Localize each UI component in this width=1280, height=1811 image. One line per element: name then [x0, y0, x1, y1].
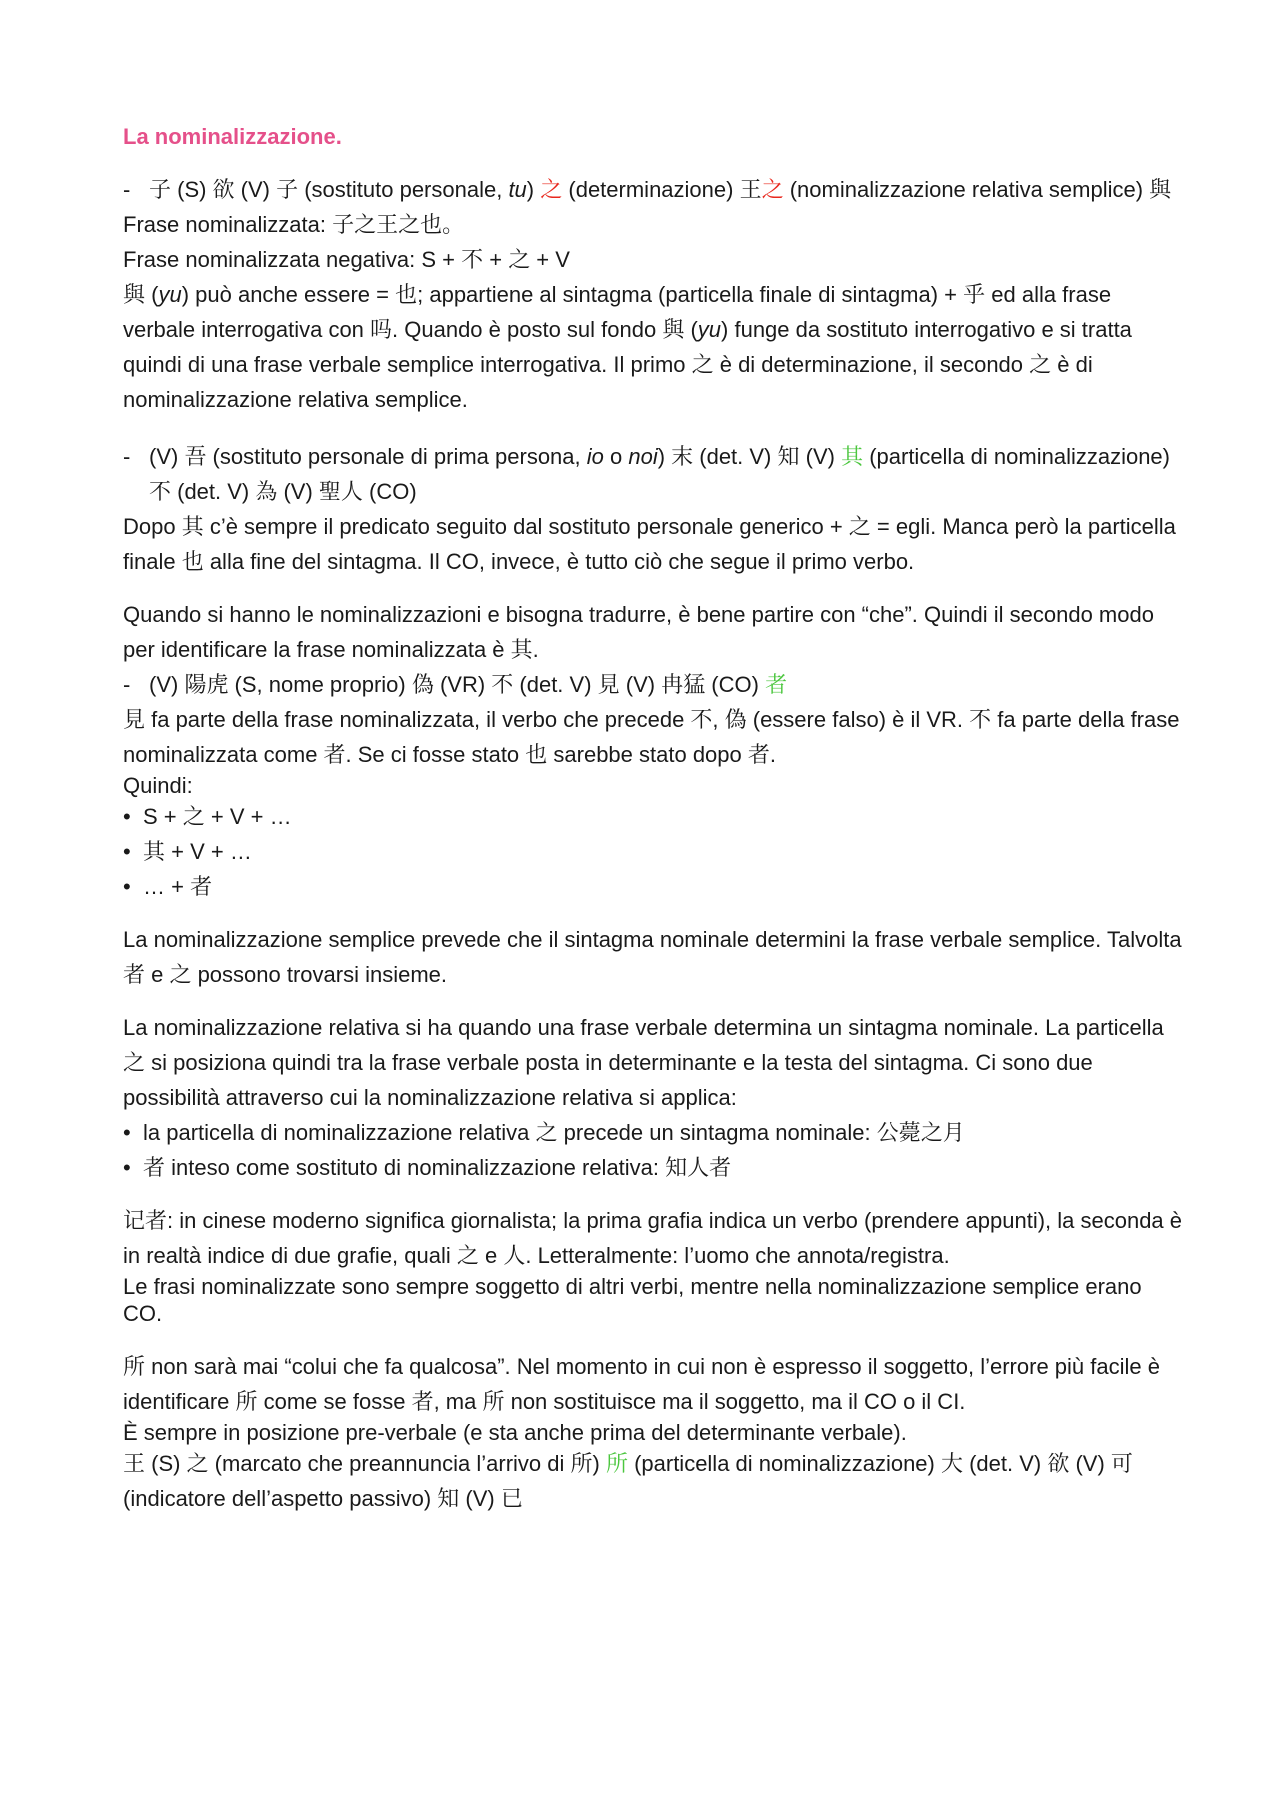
paragraph: Dopo 其 c’è sempre il predicato seguito dal sostituto personale generico + 之 = egli. Manca però la particella finale 也 alla fine del sintagma. Il CO, invece, è tutto ciò che segue il primo verbo. [123, 514, 1176, 574]
paragraph: La nominalizzazione semplice prevede che il sintagma nominale determini la frase verbale semplice. Talvolta 者 e 之 possono trovarsi insieme. [123, 927, 1182, 987]
paragraph: 王 (S) 之 (marcato che preannuncia l’arrivo di 所) 所 (particella di nominalizzazione) 大 (det. V) 欲 (V) 可 (indicatore dell’aspetto passivo) 知 (V) 已 [123, 1451, 1133, 1511]
paragraph: 记者: in cinese moderno significa giornalista; la prima grafia indica un verbo (prendere appunti), la seconda è in realtà indice di due grafie, quali 之 e 人. Letteralmente: l’uomo che annota/registra. [123, 1208, 1183, 1268]
paragraph: 所 non sarà mai “colui che fa qualcosa”. Nel momento in cui non è espresso il soggetto, l’errore più facile è identificare 所 come se fosse 者, ma 所 non sostituisce ma il soggetto, ma il CO o il CI. [123, 1354, 1160, 1414]
bullet-item: • 者 inteso come sostituto di nominalizzazione relativa: 知人者 [123, 1155, 732, 1180]
paragraph: Frase nominalizzata negativa: S + 不 + 之 + V [123, 247, 570, 272]
dash-item-3: - (V) 陽虎 (S, nome proprio) 偽 (VR) 不 (det. V) 見 (V) 冉猛 (CO) 者 [123, 672, 788, 697]
dash-item-1: - 子 (S) 欲 (V) 子 (sostituto personale, tu) 之 (determinazione) 王之 (nominalizzazione relativa semplice) 與 [123, 177, 1172, 202]
bullet-item: • S + 之 + V + … [123, 804, 292, 829]
paragraph: La nominalizzazione relativa si ha quando una frase verbale determina un sintagma nominale. La particella 之 si posiziona quindi tra la frase verbale posta in determinante e la testa del sintagma. Ci sono due possibilità attraverso cui la nominalizzazione relativa si applica: [123, 1015, 1164, 1110]
bullet-item: • la particella di nominalizzazione relativa 之 precede un sintagma nominale: 公薨之月 [123, 1120, 965, 1145]
paragraph: Frase nominalizzata: 子之王之也。 [123, 212, 465, 237]
paragraph: Le frasi nominalizzate sono sempre soggetto di altri verbi, mentre nella nominalizzazione semplice erano CO. [123, 1274, 1142, 1326]
document-page [123, 122, 1183, 1516]
paragraph: Quando si hanno le nominalizzazioni e bisogna tradurre, è bene partire con “che”. Quindi il secondo modo per identificare la frase nominalizzata è 其. [123, 602, 1154, 662]
bullet-item: • 其 + V + … [123, 839, 252, 864]
paragraph: Quindi: [123, 773, 193, 798]
doc-title: La nominalizzazione. [123, 124, 342, 149]
paragraph: È sempre in posizione pre-verbale (e sta anche prima del determinante verbale). [123, 1420, 907, 1445]
paragraph: 見 fa parte della frase nominalizzata, il verbo che precede 不, 偽 (essere falso) è il VR. 不 fa parte della frase nominalizzata come 者. Se ci fosse stato 也 sarebbe stato dopo 者. [123, 707, 1180, 767]
paragraph: 與 (yu) può anche essere = 也; appartiene al sintagma (particella finale di sintagma) + 乎 ed alla frase verbale interrogativa con 吗. Quando è posto sul fondo 與 (yu) funge da sostituto interrogativo e si tratta quindi di una frase verbale semplice interrogativa. Il primo 之 è di determinazione, il secondo 之 è di nominalizzazione relativa semplice. [123, 282, 1132, 412]
dash-item-2: - (V) 吾 (sostituto personale di prima persona, io o noi) 末 (det. V) 知 (V) 其 (particella di nominalizzazione) 不 (det. V) 為 (V) 聖人 (CO) [123, 444, 1170, 504]
bullet-item: • … + 者 [123, 874, 213, 899]
